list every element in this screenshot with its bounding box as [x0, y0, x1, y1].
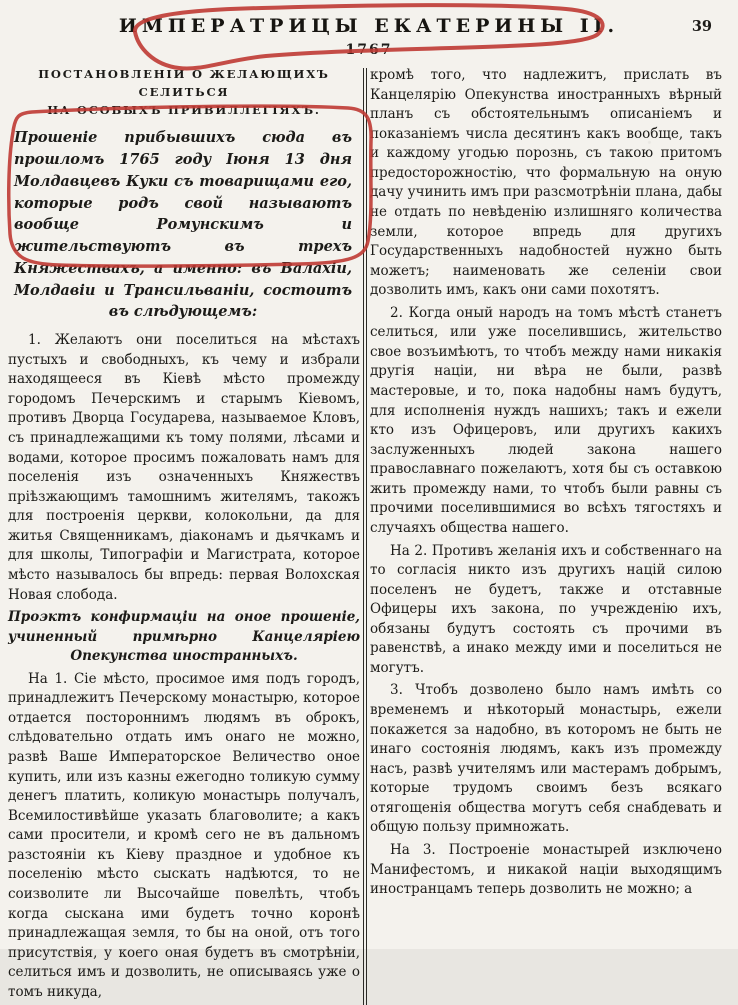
confirmation-project-heading: Проэктъ конфирмаціи на оное прошеніе, учиненный примѣрно Канцеляріею Опекунства иностранныхъ. [8, 609, 360, 665]
page-title: ИМПЕРАТРИЦЫ ЕКАТЕРИНЫ II. [118, 15, 620, 37]
section-heading-line1: ПОСТАНОВЛЕНІИ О ЖЕЛАЮЩИХЪ СЕЛИТЬСЯ [38, 67, 330, 99]
section-heading-line2: НА ОСОБЫХЪ ПРИВИЛЛЕГІЯХЪ. [47, 102, 321, 117]
paragraph-item-1: 1. Желаютъ они поселиться на мѣстахъ пустыхъ и свободныхъ, къ чему и избрали находящееся въ Кіевѣ мѣсто промежду городомъ Печерскимъ и старымъ Кіевомъ, противъ Дворца Государева, называемое Кловъ, съ принадлежащими къ тому полями, лѣсами и водами, которое просимъ пожаловать намъ для поселенія изъ означенныхъ Княжествъ пріѣзжающимъ тамошнимъ жителямъ, такожъ для построенія церкви, колокольни, да для житья Священникамъ, діаконамъ и дьячкамъ и для школы, Типографіи и Магистрата, которое мѣсто называлось бы впредь: первая Волохская Новая слобода. [8, 332, 360, 603]
paragraph-item-3: 3. Чтобъ дозволено было намъ имѣть со временемъ и нѣкоторый монастырь, ежели покажется за надобно, въ которомъ не быть не инаго состоянія людямъ, какъ изъ промежду насъ, развѣ учителямъ или мастерамъ добрымъ, которые трудомъ своимъ безъ всякаго отягощенія общества могутъ себя снабдевать и общую пользу примножать. [370, 682, 722, 836]
right-column [370, 66, 722, 1005]
paragraph-continuation: кромѣ того, что надлежитъ, прислать въ Канцелярію Опекунства иностранныхъ вѣрный планъ съ обстоятельнымъ описаніемъ и показаніемъ числа десятинъ какъ вообще, такъ и каждому угодью порознь, съ такою притомъ предосторожностію, что формальную на оную дачу учинить имъ при разсмотрѣніи плана, дабы не отдать по невѣденію излишняго количества земли, которое впредь для другихъ Государственныхъ надобностей нужно быть можетъ; наименовать же селеніи свои дозволить имъ, какъ они сами похотятъ. [370, 67, 722, 299]
paragraph-na-2: На 2. Противъ желанія ихъ и собственнаго на то согласія никто изъ другихъ націй силою поселенъ не будетъ, также и отставные Офицеры ихъ закона, по учрежденію ихъ, обязаны будутъ состоять съ прочими въ равенствѣ, а инако между ими и поселиться не могутъ. [370, 542, 722, 676]
section-heading [8, 66, 360, 119]
left-column [8, 66, 360, 1005]
column-divider-rule [363, 68, 367, 1005]
paragraph-na-3: На 3. Построеніе монастырей изключено Манифестомъ, и никакой націи выходящимъ иностранцамъ теперь дозволить не можно; а [370, 841, 722, 898]
page-header [0, 0, 738, 58]
page-number: 39 [691, 18, 712, 35]
header-year: 1767 [345, 42, 393, 58]
paragraph-item-2: 2. Когда оный народъ на томъ мѣстѣ станетъ селиться, или уже поселившись, жительство свое возъимѣютъ, то чтобъ между нами никакія другія націи, ни вѣра не были, развѣ мастеровые, и то, пока надобны намъ будутъ, для исполненія нуждъ нашихъ; такъ и ежели кто изъ Офицеровъ, или другихъ какихъ заслуженныхъ людей закона нашего православнаго пожелаютъ, хотя бы съ оставкою жить промежду нами, то чтобъ были равны съ прочими поселившимися во всѣхъ тягостяхъ и случаяхъ общества нашего. [370, 304, 722, 536]
two-column-text-block [0, 58, 738, 1005]
petition-intro-paragraph: Прошеніе прибывшихъ сюда въ прошломъ 1765 году Іюня 13 дня Молдавцевъ Куки съ товарищами его, которые родъ свой называютъ вообще Ромунскимъ и жительствуютъ въ трехъ Княжествахъ, а именно: въ Валахіи, Молдавіи и Трансильваніи, состоитъ въ слѣдующемъ: [14, 129, 352, 321]
paragraph-na-1: На 1. Сіе мѣсто, просимое имя подъ городъ, принадлежитъ Печерскому монастырю, которое отдается постороннимъ людямъ въ оброкъ, слѣдовательно отдать имъ онаго не можно, развѣ Ваше Императорское Величество оное купить, или изъ казны ежегодно толикую сумму денегъ платить, коликую монастырь получалъ, Всемилостивѣйше указать благоволите; а какъ сами просители, и кромѣ сего не въ дальномъ разстояніи къ Кіеву праздное и удобное къ поселенію мѣсто сыскать надѣются, то не соизволите ли Высочайше повелѣть, чтобъ когда сыскана ими будетъ точно коронѣ принадлежащая земля, то бы на оной, отъ того присутствія, у коего оная будетъ въ смотрѣніи, селиться имъ и дозволить, не описываясь уже о томъ никуда, [8, 670, 360, 1000]
